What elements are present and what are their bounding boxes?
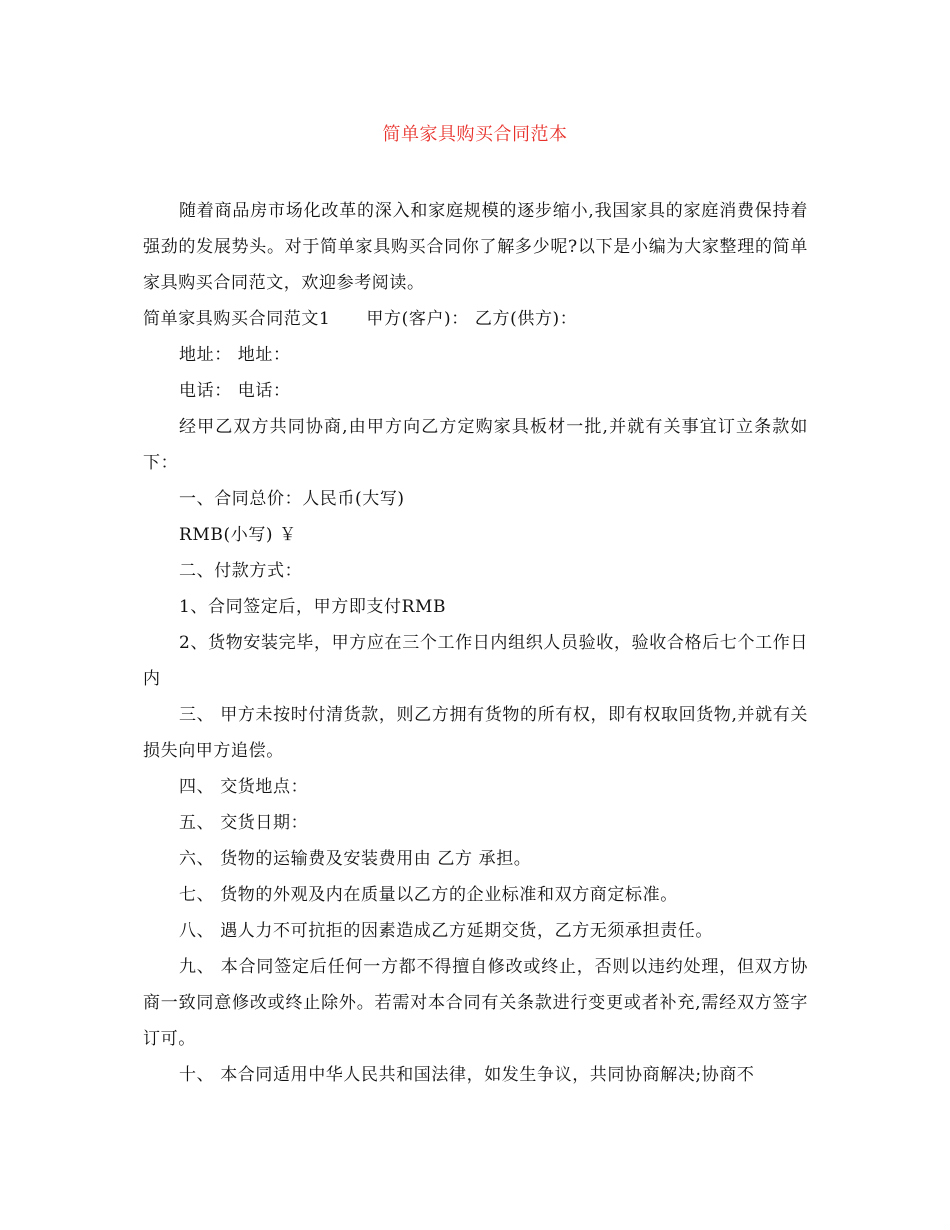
party-b-label: 乙方(供方)： [474,309,578,329]
clause-2-2: 2、货物安装完毕，甲方应在三个工作日内组织人员验收，验收合格后七个工作日内 [143,633,808,689]
section-heading-line [143,301,808,337]
document-title: 简单家具购买合同范本 [382,124,568,145]
preamble-paragraph: 经甲乙双方共同协商,由甲方向乙方定购家具板材一批,并就有关事宜订立条款如下： [143,417,808,473]
clause-1: 一、合同总价：人民币(大写) [179,489,405,509]
clause-2-1: 1、合同签定后，甲方即支付RMB [179,597,447,617]
clause-10: 十、 本合同适用中华人民共和国法律，如发生争议，共同协商解决;协商不 [179,1065,755,1085]
clause-4: 四、 交货地点： [179,777,309,797]
section-heading: 简单家具购买合同范文1 [143,309,331,329]
clause-9: 九、 本合同签定后任何一方都不得擅自修改或终止，否则以违约处理，但双方协商一致同意修改或终止除外。若需对本合同有关条款进行变更或者补充,需经双方签字订可。 [143,957,808,1049]
document-body [143,193,808,1093]
party-a-label: 甲方(客户)： [366,309,469,329]
phone-line: 电话： 电话： [179,381,291,401]
clause-2: 二、付款方式： [179,561,303,581]
intro-paragraph: 随着商品房市场化改革的深入和家庭规模的逐步缩小,我国家具的家庭消费保持着强劲的发展势头。对于简单家具购买合同你了解多少呢?以下是小编为大家整理的简单家具购买合同范文，欢迎参考阅读。 [143,201,808,293]
clause-5: 五、 交货日期： [179,813,309,833]
address-line: 地址： 地址： [179,345,291,365]
clause-6: 六、 货物的运输费及安装费用由 乙方 承担。 [179,849,532,869]
clause-7: 七、 货物的外观及内在质量以乙方的企业标准和双方商定标准。 [179,885,678,905]
clause-3: 三、 甲方未按时付清货款，则乙方拥有货物的所有权，即有权取回货物,并就有关损失向甲方追偿。 [143,705,808,761]
clause-1-rmb: RMB(小写) ￥ [179,525,297,545]
clause-8: 八、 遇人力不可抗拒的因素造成乙方延期交货，乙方无须承担责任。 [179,921,714,941]
